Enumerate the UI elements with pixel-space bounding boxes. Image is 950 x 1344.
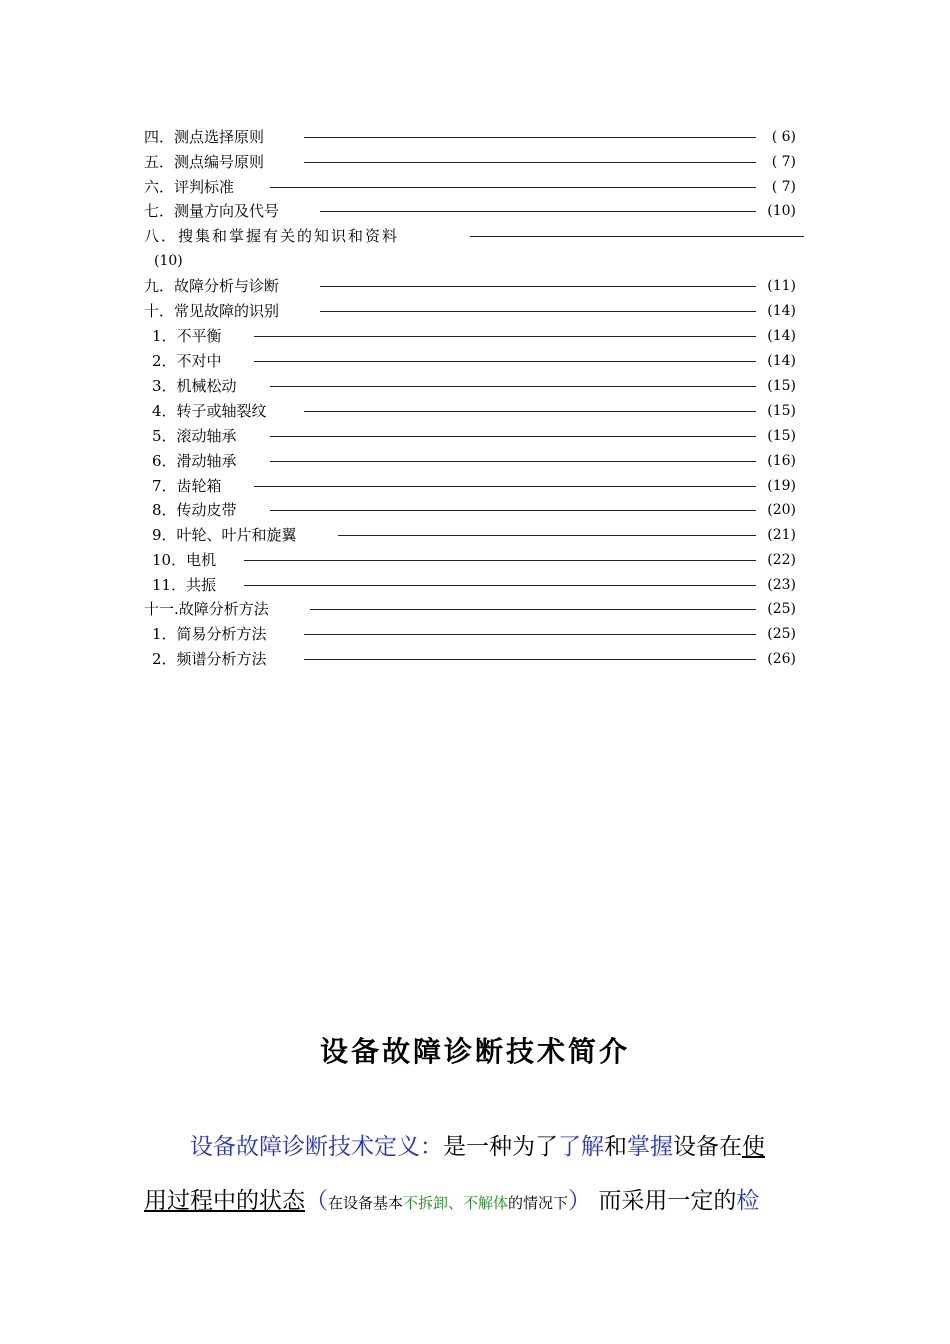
- toc-leader: [338, 535, 756, 536]
- toc-entry-page: (15): [767, 428, 796, 444]
- toc-entry-label: 五．测点编号原则: [144, 153, 265, 171]
- toc-leader: [304, 634, 756, 635]
- toc-entry-label: 九．故障分析与诊断: [144, 277, 280, 295]
- toc-entry-label: 5．滚动轴承: [152, 427, 237, 445]
- toc-entry-label: 7．齿轮箱: [152, 477, 222, 495]
- toc-entry-label: 3．机械松动: [152, 377, 237, 395]
- toc-entry-label: 8．传动皮带: [152, 501, 237, 519]
- paren-close: ）: [568, 1188, 592, 1214]
- toc-entry[interactable]: [152, 325, 804, 347]
- toc-entry[interactable]: [144, 225, 804, 247]
- toc-entry-label: 6．滑动轴承: [152, 452, 237, 470]
- toc-entry-label: 十一.故障分析方法: [144, 600, 269, 618]
- toc-entry-label: 六．评判标准: [144, 178, 235, 196]
- toc-entry[interactable]: [152, 524, 804, 546]
- section-title: 设备故障诊断技术简介: [319, 1035, 630, 1068]
- intro-paragraph-line-1: [144, 1118, 808, 1176]
- toc-entry-page: (14): [767, 303, 796, 319]
- toc-entry-page: (15): [767, 403, 796, 419]
- toc-entry[interactable]: [152, 499, 804, 521]
- toc-entry-label: 七．测量方向及代号: [144, 202, 280, 220]
- toc-entry-page: (14): [767, 328, 796, 344]
- toc-leader: [244, 560, 756, 561]
- toc-entry-page: (20): [767, 502, 796, 518]
- intro-text: 而采用一定的: [591, 1188, 737, 1214]
- toc-leader: [304, 137, 756, 138]
- toc-entry[interactable]: [144, 151, 804, 173]
- toc-entry-label: 4．转子或轴裂纹: [152, 402, 267, 420]
- intro-text: 设备在: [673, 1134, 742, 1160]
- keyword: 掌握: [627, 1134, 673, 1160]
- toc-entry[interactable]: [152, 375, 804, 397]
- toc-leader: [304, 162, 756, 163]
- toc-leader: [310, 609, 756, 610]
- toc-leader: [470, 236, 804, 237]
- toc-entry[interactable]: [152, 400, 804, 422]
- toc-entry[interactable]: [152, 350, 804, 372]
- toc-entry-page: (25): [767, 601, 796, 617]
- toc-entry[interactable]: [152, 450, 804, 472]
- toc-entry-label: 八．搜集和掌握有关的知识和资料: [144, 227, 400, 245]
- underlined-text: 用过程中的状态: [144, 1188, 305, 1214]
- toc-leader: [270, 436, 756, 437]
- toc-entry[interactable]: [144, 598, 804, 620]
- toc-entry[interactable]: [152, 475, 804, 497]
- toc-entry[interactable]: [152, 623, 804, 645]
- toc-leader: [270, 386, 756, 387]
- definition-term: 设备故障诊断技术定义：: [190, 1134, 443, 1160]
- toc-entry-page: (21): [767, 527, 796, 543]
- toc-entry-page: (26): [767, 651, 796, 667]
- toc-leader: [320, 311, 756, 312]
- toc-leader: [304, 411, 756, 412]
- toc-entry-label: 2．不对中: [152, 352, 222, 370]
- intro-text: 和: [604, 1134, 627, 1160]
- keyword: 检: [736, 1188, 760, 1214]
- toc-entry-page: (19): [767, 478, 796, 494]
- toc-leader: [270, 510, 756, 511]
- toc-entry-label: 四．测点选择原则: [144, 128, 265, 146]
- toc-entry-page: (16): [767, 453, 796, 469]
- underlined-text: 使: [742, 1134, 765, 1160]
- toc-leader: [320, 211, 756, 212]
- toc-entry-page: ( 6): [771, 129, 796, 145]
- toc-entry-page: ( 7): [771, 154, 796, 170]
- toc-entry-page: (15): [767, 378, 796, 394]
- toc-leader: [254, 486, 756, 487]
- toc-entry[interactable]: [144, 275, 804, 297]
- toc-entry[interactable]: [144, 176, 804, 198]
- toc-entry-page: (10): [154, 253, 183, 269]
- intro-paragraph-line-2: [144, 1172, 808, 1232]
- toc-entry-page: ( 7): [771, 179, 796, 195]
- toc-entry-label: 1．不平衡: [152, 327, 222, 345]
- keyword: 了解: [558, 1134, 604, 1160]
- toc-entry[interactable]: [144, 200, 804, 222]
- toc-leader: [270, 187, 756, 188]
- toc-leader: [254, 361, 756, 362]
- toc-entry[interactable]: [152, 574, 804, 596]
- toc-entry-page: (10): [767, 203, 796, 219]
- toc-leader: [244, 585, 756, 586]
- toc-entry[interactable]: [152, 549, 804, 571]
- toc-entry[interactable]: [152, 425, 804, 447]
- toc-entry-label: 9．叶轮、叶片和旋翼: [152, 526, 297, 544]
- note-text: 在设备基本: [328, 1194, 404, 1212]
- toc-entry-label: 1．简易分析方法: [152, 625, 267, 643]
- toc-entry-page: (23): [767, 577, 796, 593]
- toc-entry-label: 10．电机: [152, 551, 217, 569]
- toc-leader: [270, 461, 756, 462]
- toc-entry-label: 十．常见故障的识别: [144, 302, 280, 320]
- toc-entry-label: 11．共振: [152, 576, 217, 594]
- toc-entry-page: (25): [767, 626, 796, 642]
- toc-entry-page: (14): [767, 353, 796, 369]
- paren-open: （: [305, 1188, 328, 1214]
- intro-text: 是一种为了: [443, 1134, 558, 1160]
- toc-entry-label: 2．频谱分析方法: [152, 650, 267, 668]
- toc-entry-page: (22): [767, 552, 796, 568]
- toc-entry[interactable]: [144, 300, 804, 322]
- toc-entry-continuation: [144, 250, 804, 272]
- note-keyword: 不拆卸、不解体: [403, 1194, 509, 1212]
- toc-leader: [304, 659, 756, 660]
- toc-entry[interactable]: [144, 126, 804, 148]
- note-text: 的情况下: [508, 1194, 569, 1212]
- toc-entry[interactable]: [152, 648, 804, 670]
- toc-leader: [320, 286, 756, 287]
- toc-leader: [254, 336, 756, 337]
- toc-entry-page: (11): [767, 278, 796, 294]
